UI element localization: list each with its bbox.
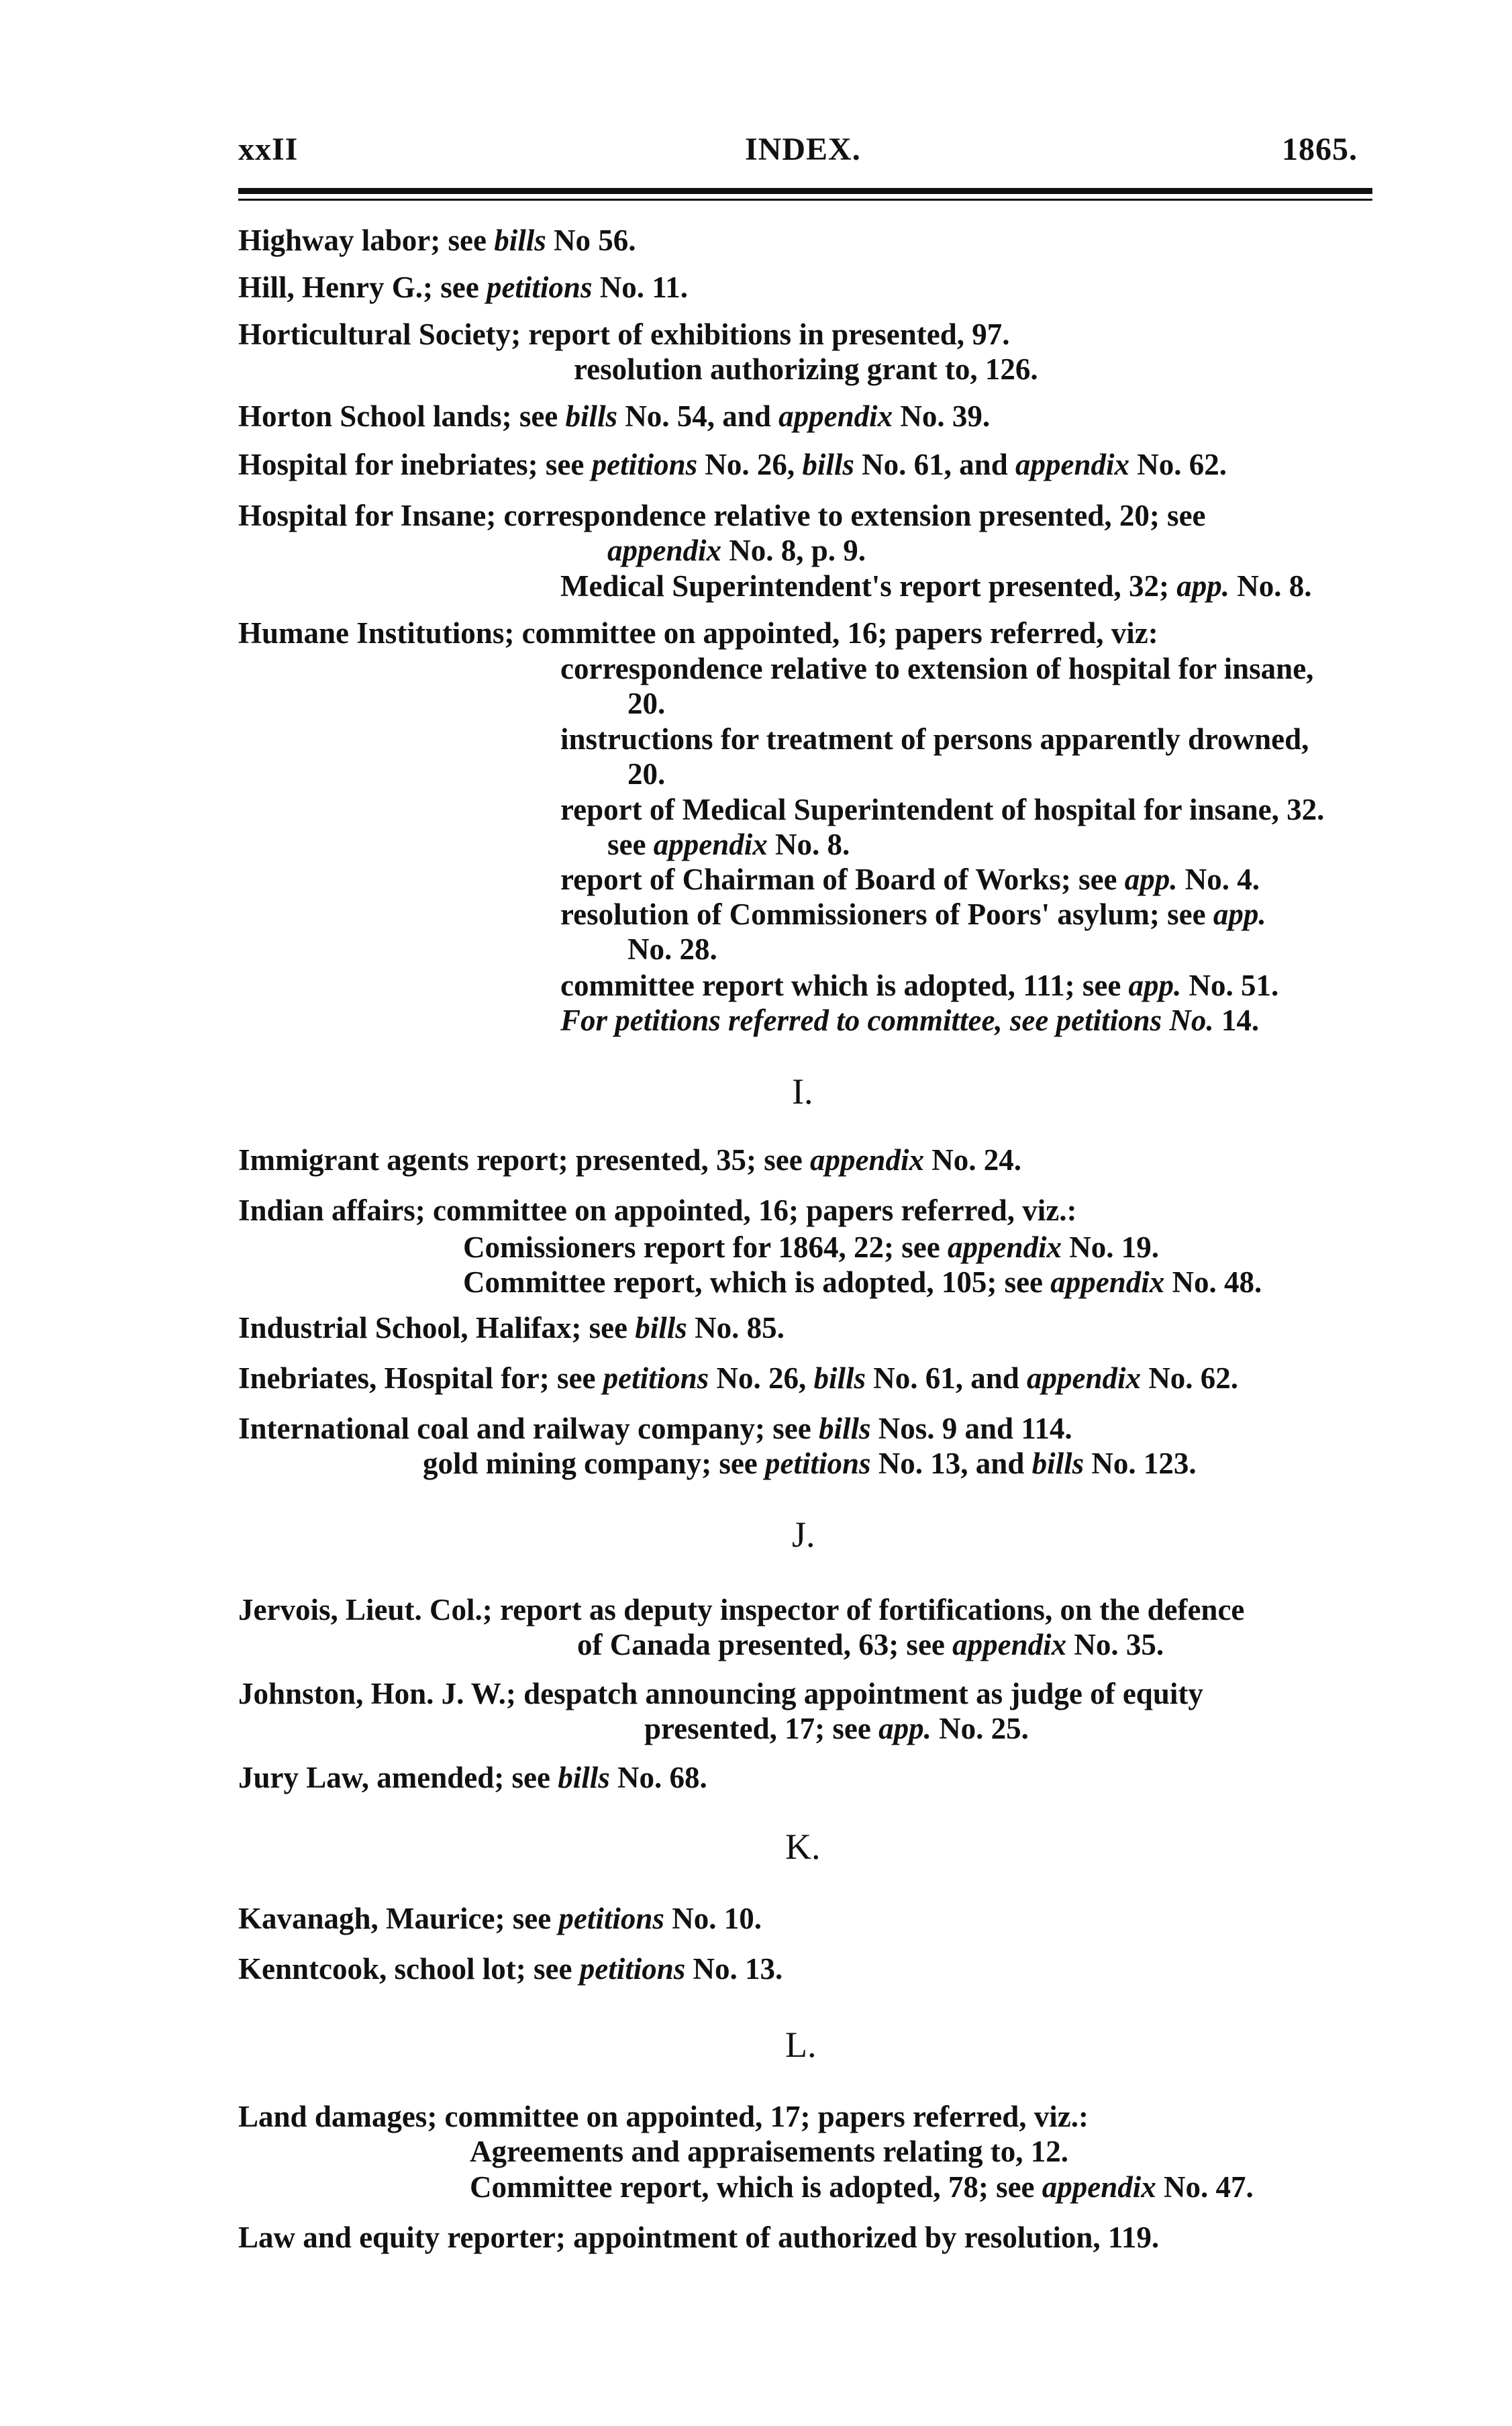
index-subentry: report of Medical Superintendent of hospital for insane, 32. — [560, 793, 1325, 826]
index-subentry: 20. — [627, 757, 666, 791]
index-entry: Jury Law, amended; see bills No. 68. — [238, 1761, 707, 1794]
index-subentry: correspondence relative to extension of hospital for insane, — [560, 652, 1314, 685]
index-entry: Law and equity reporter; appointment of authorized by resolution, 119. — [238, 2221, 1160, 2254]
index-subentry: 20. — [627, 687, 666, 720]
index-entry: Land damages; committee on appointed, 17; papers referred, viz.: — [238, 2100, 1089, 2133]
index-entry: Horticultural Society; report of exhibitions in presented, 97. — [238, 318, 1010, 351]
index-subentry: resolution of Commissioners of Poors' asylum; see app. — [560, 897, 1266, 931]
index-entry: Indian affairs; committee on appointed, 16; papers referred, viz.: — [238, 1194, 1077, 1227]
index-subentry: gold mining company; see petitions No. 13, and bills No. 123. — [423, 1447, 1197, 1480]
section-heading: I. — [792, 1071, 813, 1112]
section-heading: K. — [785, 1827, 821, 1867]
index-subentry: Committee report, which is adopted, 105; see appendix No. 48. — [463, 1265, 1262, 1299]
index-subentry: Medical Superintendent's report presented, 32; app. No. 8. — [560, 569, 1312, 603]
page-title: INDEX. — [745, 132, 861, 167]
index-entry: Highway labor; see bills No 56. — [238, 224, 636, 257]
index-entry: Hospital for inebriates; see petitions No. 26, bills No. 61, and appendix No. 62. — [238, 448, 1227, 481]
page-number: xxII — [238, 132, 299, 167]
index-subentry: No. 28. — [627, 932, 717, 966]
section-heading: L. — [785, 2025, 817, 2065]
header-rule — [238, 188, 1372, 194]
index-subentry: committee report which is adopted, 111; see app. No. 51. — [560, 969, 1279, 1002]
index-subentry: Committee report, which is adopted, 78; see appendix No. 47. — [470, 2170, 1254, 2204]
index-entry: Inebriates, Hospital for; see petitions No. 26, bills No. 61, and appendix No. 62. — [238, 1361, 1239, 1395]
index-entry: Humane Institutions; committee on appointed, 16; papers referred, viz: — [238, 616, 1158, 650]
index-entry: Immigrant agents report; presented, 35; see appendix No. 24. — [238, 1143, 1021, 1177]
index-subentry: appendix No. 8, p. 9. — [607, 534, 866, 567]
index-subentry: presented, 17; see app. No. 25. — [644, 1712, 1029, 1745]
index-subentry: For petitions referred to committee, see petitions No. 14. — [560, 1004, 1260, 1037]
index-subentry: Comissioners report for 1864, 22; see appendix No. 19. — [463, 1230, 1159, 1264]
index-subentry: resolution authorizing grant to, 126. — [574, 352, 1038, 386]
index-entry: Hospital for Insane; correspondence relative to extension presented, 20; see — [238, 499, 1206, 532]
header-rule-thin — [238, 199, 1372, 201]
index-entry: Industrial School, Halifax; see bills No. 85. — [238, 1311, 785, 1345]
index-entry: Kavanagh, Maurice; see petitions No. 10. — [238, 1902, 762, 1935]
index-subentry: of Canada presented, 63; see appendix No. 35. — [577, 1628, 1164, 1661]
index-entry: Kenntcook, school lot; see petitions No. 13. — [238, 1952, 783, 1986]
index-subentry: Agreements and appraisements relating to, 12. — [470, 2135, 1069, 2168]
index-subentry: see appendix No. 8. — [607, 828, 850, 861]
index-entry: Jervois, Lieut. Col.; report as deputy inspector of fortifications, on the defence — [238, 1593, 1245, 1627]
index-entry: Horton School lands; see bills No. 54, and appendix No. 39. — [238, 399, 991, 433]
index-subentry: instructions for treatment of persons apparently drowned, — [560, 722, 1309, 756]
page-year: 1865. — [1282, 132, 1358, 167]
section-heading: J. — [792, 1514, 815, 1555]
index-entry: Hill, Henry G.; see petitions No. 11. — [238, 271, 688, 304]
index-entry: International coal and railway company; see bills Nos. 9 and 114. — [238, 1412, 1072, 1445]
index-subentry: report of Chairman of Board of Works; see app. No. 4. — [560, 863, 1260, 896]
index-entry: Johnston, Hon. J. W.; despatch announcing appointment as judge of equity — [238, 1677, 1203, 1710]
